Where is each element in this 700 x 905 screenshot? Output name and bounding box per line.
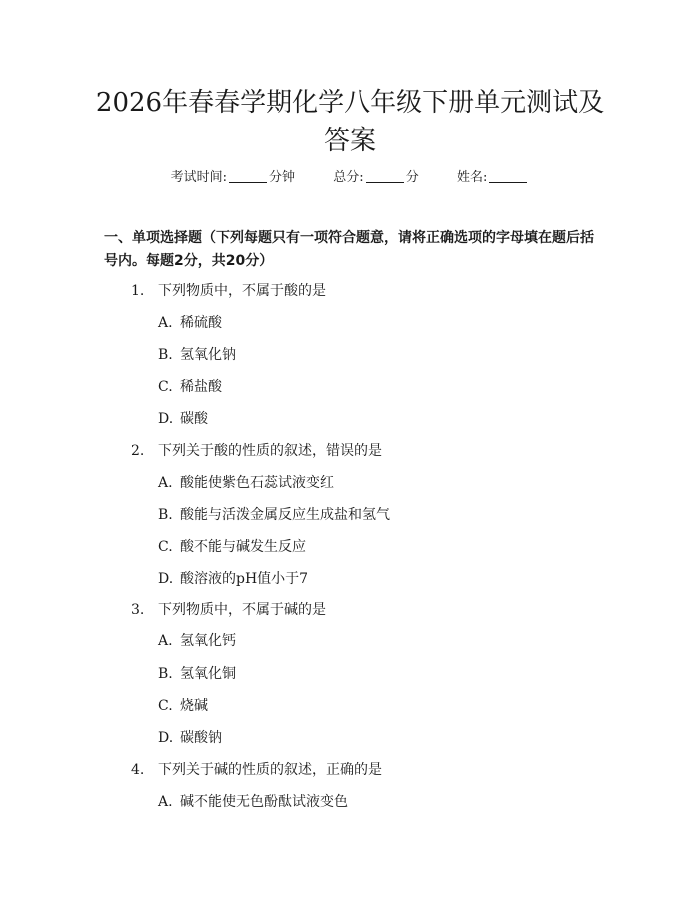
option-text: 稀盐酸 bbox=[180, 379, 222, 395]
question-2 bbox=[131, 441, 382, 461]
option-text: 氢氧化钠 bbox=[180, 347, 236, 363]
option-1b bbox=[158, 345, 236, 365]
time-blank bbox=[229, 169, 267, 183]
title-line-2: 答案 bbox=[323, 126, 376, 156]
option-letter: B. bbox=[158, 666, 173, 682]
option-text: 碳酸钠 bbox=[180, 730, 222, 746]
section-heading: 一、单项选择题（下列每题只有一项符合题意，请将正确选项的字母填在题后括号内。每题2分，共20分） bbox=[104, 230, 594, 269]
option-letter: D. bbox=[158, 571, 174, 587]
score-unit: 分 bbox=[405, 170, 419, 185]
option-text: 酸能与活泼金属反应生成盐和氢气 bbox=[180, 507, 390, 523]
option-letter: B. bbox=[158, 347, 173, 363]
option-text: 酸溶液的pH值小于7 bbox=[180, 571, 309, 587]
time-label: 考试时间: bbox=[170, 170, 227, 185]
option-text: 氢氧化铜 bbox=[180, 666, 236, 682]
option-letter: B. bbox=[158, 507, 173, 523]
name-blank bbox=[489, 169, 527, 183]
option-3a bbox=[158, 631, 236, 651]
option-text: 烧碱 bbox=[180, 698, 208, 714]
question-number: 1. bbox=[131, 283, 145, 299]
option-letter: C. bbox=[158, 379, 173, 395]
question-1 bbox=[131, 281, 326, 301]
option-letter: A. bbox=[158, 794, 173, 810]
title-line-1: 2026年春春学期化学八年级下册单元测试及 bbox=[95, 88, 605, 118]
option-letter: A. bbox=[158, 475, 173, 491]
option-2c bbox=[158, 537, 306, 557]
question-3 bbox=[131, 600, 326, 620]
option-2a bbox=[158, 473, 334, 493]
option-text: 酸能使紫色石蕊试液变红 bbox=[180, 475, 334, 491]
score-label: 总分: bbox=[333, 170, 364, 185]
option-letter: D. bbox=[158, 411, 174, 427]
question-stem: 下列关于酸的性质的叙述，错误的是 bbox=[158, 443, 382, 459]
document-title bbox=[60, 84, 640, 160]
score-blank bbox=[366, 169, 404, 183]
option-3b bbox=[158, 664, 236, 684]
question-number: 2. bbox=[131, 443, 145, 459]
question-stem: 下列物质中，不属于碱的是 bbox=[158, 602, 326, 618]
time-unit: 分钟 bbox=[269, 170, 296, 185]
option-1c bbox=[158, 377, 222, 397]
option-1d bbox=[158, 409, 208, 429]
option-text: 碱不能使无色酚酞试液变色 bbox=[180, 794, 348, 810]
question-number: 3. bbox=[131, 602, 145, 618]
option-letter: A. bbox=[158, 633, 173, 649]
option-text: 稀硫酸 bbox=[180, 315, 222, 331]
option-letter: D. bbox=[158, 730, 174, 746]
name-label: 姓名: bbox=[456, 170, 488, 185]
option-letter: C. bbox=[158, 539, 173, 555]
option-letter: A. bbox=[158, 315, 173, 331]
option-text: 碳酸 bbox=[180, 411, 208, 427]
option-text: 氢氧化钙 bbox=[180, 633, 236, 649]
option-4a bbox=[158, 792, 348, 812]
option-text: 酸不能与碱发生反应 bbox=[180, 539, 306, 555]
question-stem: 下列关于碱的性质的叙述，正确的是 bbox=[158, 762, 382, 778]
exam-info-line bbox=[0, 168, 700, 188]
option-letter: C. bbox=[158, 698, 173, 714]
option-3c bbox=[158, 696, 208, 716]
question-stem: 下列物质中，不属于酸的是 bbox=[158, 283, 326, 299]
option-2b bbox=[158, 505, 390, 525]
question-4 bbox=[131, 760, 382, 780]
question-number: 4. bbox=[131, 762, 145, 778]
option-1a bbox=[158, 313, 222, 333]
option-2d bbox=[158, 569, 308, 589]
option-3d bbox=[158, 728, 222, 748]
